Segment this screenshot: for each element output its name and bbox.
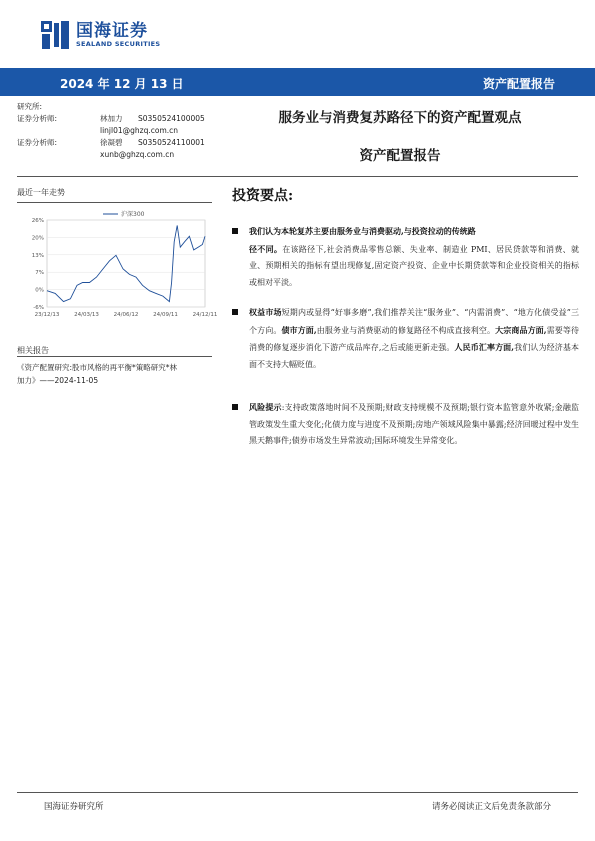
footer-divider: [17, 792, 578, 793]
report-type: 资产配置报告: [482, 77, 555, 91]
related-heading: 相关报告: [17, 346, 49, 355]
key-point-text: 短期内或显得“好事多磨”,我们推荐关注“服务业”、“内需消费”、“地方化债受益”三个方向。: [249, 308, 580, 335]
y-tick-label: 7%: [35, 270, 44, 277]
key-point-2: [232, 304, 579, 373]
report-title: 服务业与消费复苏路径下的资产配置观点: [278, 110, 522, 126]
key-point-emphasis: 大宗商品方面,: [495, 324, 547, 335]
logo-english-name: SEALAND SECURITIES: [76, 39, 161, 48]
key-point-emphasis: 债市方面,: [281, 324, 317, 335]
analyst-name: 徐凝碧: [100, 138, 123, 147]
footer-disclaimer: 请务必阅读正文后免责条款部分: [431, 802, 551, 812]
key-point-emphasis: 权益市场: [249, 307, 282, 317]
analyst-info: [17, 101, 217, 161]
report-date: 2024 年 12 月 13 日: [60, 77, 184, 91]
report-subtitle: 资产配置报告: [359, 148, 441, 164]
related-divider: [17, 356, 212, 357]
chart-plot-frame: [47, 220, 205, 307]
analyst-email[interactable]: xunb@ghzq.com.cn: [100, 150, 175, 159]
y-tick-label: 0%: [35, 287, 44, 294]
y-tick-label: -6%: [33, 305, 44, 311]
key-point-emphasis: 人民币汇率方面,: [454, 342, 515, 352]
key-points-heading: 投资要点:: [232, 188, 294, 204]
analyst-row: [17, 113, 217, 125]
company-logo: [40, 18, 160, 52]
legend-label: 沪深300: [121, 211, 145, 218]
research-institute-label: 研究所:: [17, 102, 43, 111]
key-point-text: 需要等待消费的修复逐步消化下游产成品库存,之后或能更新走强。: [249, 325, 580, 352]
x-tick-label: 24/12/11: [192, 312, 218, 318]
section-divider: [17, 176, 578, 177]
analyst-row: [17, 137, 217, 149]
y-tick-label: 26%: [31, 218, 44, 224]
logo-chinese-name: 国海证券: [76, 20, 148, 41]
x-tick-label: 24/06/12: [113, 312, 139, 318]
key-point-emphasis: 我们认为本轮复苏主要由服务业与消费驱动,与投资拉动的传统路: [249, 226, 476, 236]
key-point-text: 在该路径下,社会消费品零售总额、失业率、制造业 PMI、居民贷款等和消费、就业、预期相关的指标有望出现修复,固定资产投资、企业中长期贷款等和企业投资相关的指标或相对平淡。: [249, 244, 579, 287]
risk-warning-label: 风险提示: [249, 402, 282, 412]
y-tick-label: 20%: [31, 235, 44, 242]
trend-chart: [17, 205, 218, 329]
footer-institute: 国海证券研究所: [44, 802, 104, 812]
bullet-square-icon: [232, 404, 238, 410]
key-point-text: 由服务业与消费驱动的修复路径不构成直接利空。: [316, 325, 496, 335]
analyst-name: 林加力: [100, 114, 123, 123]
x-tick-label: 24/03/13: [74, 312, 99, 318]
header-banner: [0, 68, 595, 96]
trend-chart-svg: [17, 205, 218, 325]
key-point-3: [232, 399, 579, 450]
y-tick-label: 13%: [31, 252, 44, 259]
bullet-square-icon: [232, 309, 238, 315]
related-report-line: 加力》——2024-11-05: [17, 376, 99, 385]
key-point-emphasis: 径不同。: [249, 243, 283, 254]
analyst-label: 证券分析师:: [17, 138, 58, 147]
trend-divider: [17, 202, 212, 203]
risk-warning-text: :支持政策落地时间不及预期;财政支持规模不及预期;银行资本监管意外收紧;金融监管政策发生重大变化;化债力度与进度不及预期;房地产领域风险集中暴露;经济回暖过程中发生黑天鹅事件;债券市场发生异常波动;国际环境发生异常变化。: [249, 403, 579, 445]
analyst-email[interactable]: linjl01@ghzq.com.cn: [100, 126, 179, 135]
analyst-cert: S0350524110001: [138, 138, 205, 147]
key-point-text: 我们认为经济基本面不支持大幅贬值。: [249, 343, 580, 369]
related-report[interactable]: [17, 361, 212, 387]
trend-heading: 最近一年走势: [17, 188, 65, 197]
related-report-line: 《资产配置研究:股市风格的再平衡*策略研究*林: [17, 363, 178, 372]
bullet-square-icon: [232, 228, 238, 234]
analyst-label: 证券分析师:: [17, 114, 58, 123]
sealand-logo-icon: [40, 20, 70, 50]
x-tick-label: 23/12/13: [34, 312, 60, 318]
x-tick-label: 24/09/11: [153, 312, 178, 318]
series-line-hs300: [47, 225, 205, 301]
analyst-cert: S0350524100005: [138, 114, 205, 123]
key-point-1: [232, 223, 579, 291]
